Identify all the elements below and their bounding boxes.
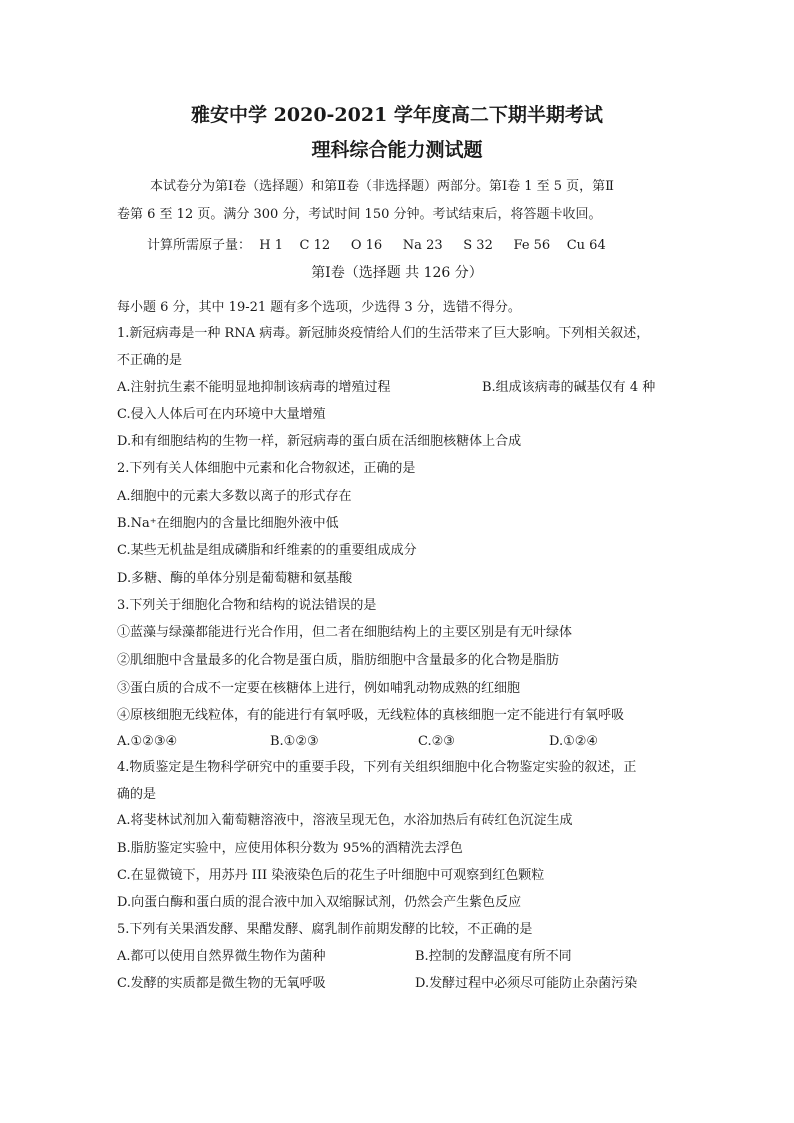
- q3-stem: 3.下列关于细胞化合物和结构的说法错误的是: [117, 598, 377, 613]
- q3-option-c: C.②③: [418, 734, 455, 749]
- q4-option-b: B.脂肪鉴定实验中，应使用体积分数为 95%的酒精洗去浮色: [117, 841, 463, 856]
- q5-option-a: A.都可以使用自然界微生物作为菌种: [117, 949, 326, 964]
- q2-option-c: C.某些无机盐是组成磷脂和纤维素的的重要组成成分: [117, 543, 417, 558]
- q5-stem: 5.下列有关果酒发酵、果醋发酵、腐乳制作前期发酵的比较，不正确的是: [117, 922, 533, 937]
- q4-option-c: C.在显微镜下，用苏丹 III 染液染色后的花生子叶细胞中可观察到红色颗粒: [117, 868, 545, 883]
- q1-stem-line-2: 不正确的是: [117, 353, 183, 368]
- instruction: 每小题 6 分，其中 19-21 题有多个选项，少选得 3 分，选错不得分。: [117, 300, 521, 315]
- q4-option-d: D.向蛋白酶和蛋白质的混合液中加入双缩脲试剂，仍然会产生紫色反应: [117, 895, 522, 910]
- page-title: 雅安中学 2020-2021 学年度高二下期半期考试: [191, 104, 603, 126]
- q3-statement-1: ①蓝藻与绿藻都能进行光合作用，但二者在细胞结构上的主要区别是有无叶绿体: [117, 625, 573, 640]
- atomic-mass-line: 计算所需原子量： H 1 C 12 O 16 Na 23 S 32 Fe 56 Cu 64: [147, 238, 606, 253]
- q2-option-b: B.Na⁺在细胞内的含量比细胞外液中低: [117, 516, 339, 531]
- q2-stem: 2.下列有关人体细胞中元素和化合物叙述，正确的是: [117, 461, 416, 476]
- q5-option-c: C.发酵的实质都是微生物的无氧呼吸: [117, 976, 326, 991]
- q2-option-d: D.多糖、酶的单体分别是葡萄糖和氨基酸: [117, 571, 353, 586]
- q5-option-d: D.发酵过程中必须尽可能防止杂菌污染: [415, 976, 638, 991]
- q1-option-a: A.注射抗生素不能明显地抑制该病毒的增殖过程: [117, 380, 391, 395]
- q2-option-a: A.细胞中的元素大多数以离子的形式存在: [117, 489, 352, 504]
- intro-line-2: 卷第 6 至 12 页。满分 300 分，考试时间 150 分钟。考试结束后，将答题卡收回。: [117, 207, 602, 222]
- q3-statement-4: ④原核细胞无线粒体，有的能进行有氧呼吸，无线粒体的真核细胞一定不能进行有氧呼吸: [117, 708, 625, 723]
- q3-option-a: A.①②③④: [117, 734, 178, 749]
- q1-option-d: D.和有细胞结构的生物一样，新冠病毒的蛋白质在活细胞核糖体上合成: [117, 434, 522, 449]
- q1-option-b: B.组成该病毒的碱基仅有 4 种: [482, 380, 656, 395]
- q5-option-b: B.控制的发酵温度有所不同: [415, 949, 572, 964]
- q1-stem-line-1: 1.新冠病毒是一种 RNA 病毒。新冠肺炎疫情给人们的生活带来了巨大影响。下列相关叙述，: [117, 326, 650, 341]
- q1-option-c: C.侵入人体后可在内环境中大量增殖: [117, 407, 326, 422]
- q3-statement-3: ③蛋白质的合成不一定要在核糖体上进行，例如哺乳动物成熟的红细胞: [117, 681, 521, 696]
- section-title: 第Ⅰ卷（选择题 共 126 分）: [311, 265, 483, 281]
- q3-option-d: D.①②④: [549, 734, 599, 749]
- q3-option-b: B.①②③: [270, 734, 319, 749]
- page-subtitle: 理科综合能力测试题: [311, 139, 483, 161]
- q4-stem-line-1: 4.物质鉴定是生物科学研究中的重要手段，下列有关组织细胞中化合物鉴定实验的叙述，正: [117, 760, 637, 775]
- q4-option-a: A.将斐林试剂加入葡萄糖溶液中，溶液呈现无色，水浴加热后有砖红色沉淀生成: [117, 813, 573, 828]
- q3-statement-2: ②肌细胞中含量最多的化合物是蛋白质，脂肪细胞中含量最多的化合物是脂肪: [117, 653, 560, 668]
- q4-stem-line-2: 确的是: [117, 787, 157, 802]
- intro-line-1: 本试卷分为第Ⅰ卷（选择题）和第Ⅱ卷（非选择题）两部分。第Ⅰ卷 1 至 5 页，第Ⅱ: [150, 179, 615, 194]
